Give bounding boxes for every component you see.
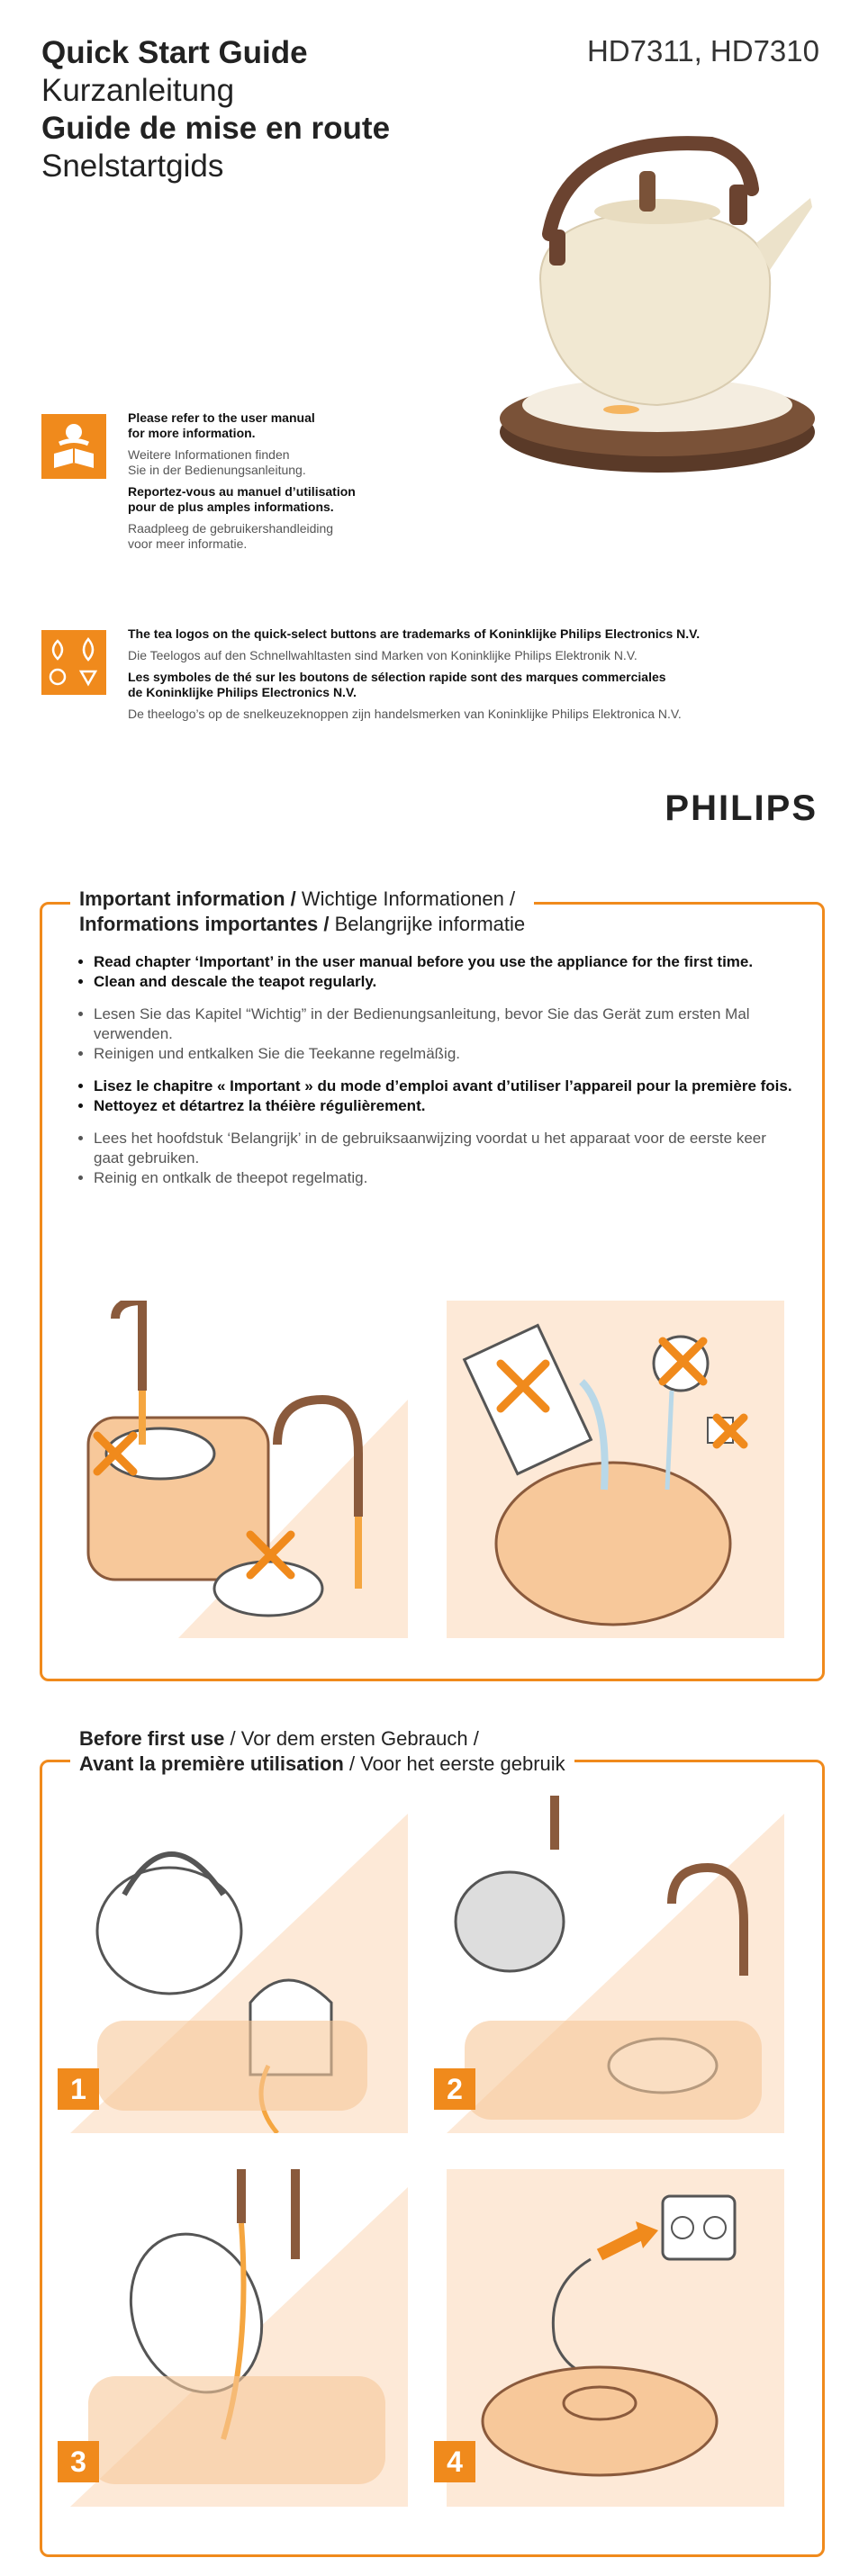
- read-manual-icon: [41, 414, 106, 479]
- no-immerse-illustration: [70, 1301, 408, 1638]
- step-4-number: 4: [434, 2441, 475, 2482]
- bullets-nl: • Lees het hoofdstuk ‘Belangrijk’ in de gebruiksaanwijzing voordat u het apparaat voor de eerste keer gaat gebruiken. • Reinig en ontkalk de theepot regelmatig.: [77, 1129, 798, 1188]
- model-number: HD7311, HD7310: [586, 34, 819, 68]
- bullets-de: • Lesen Sie das Kapitel “Wichtig” in der Bedienungsanleitung, bevor Sie das Gerät zum ersten Mal verwenden. • Reinigen und entkalken Sie die Teekanne regelmäßig.: [77, 1004, 798, 1064]
- kettle-product-image: [459, 135, 819, 495]
- first-use-title: Before first use / Vor dem ersten Gebrauch / Avant la première utilisation / Voor het eerste gebruik: [70, 1726, 574, 1777]
- important-bullets: [77, 952, 798, 1201]
- step-3-number: 3: [58, 2441, 99, 2482]
- step-2-number: 2: [434, 2068, 475, 2110]
- tea-logos-icon: [41, 630, 106, 695]
- water-only-illustration: [447, 1301, 784, 1638]
- step-4-illustration: [447, 2169, 784, 2507]
- title-block: [41, 34, 390, 185]
- philips-logo: PHILIPS: [665, 788, 818, 828]
- title-nl: Snelstartgids: [41, 149, 224, 184]
- title-de: Kurzanleitung: [41, 73, 235, 108]
- important-title: Important information / Wichtige Informationen / Informations importantes / Belangrijke informatie: [70, 887, 534, 937]
- title-en: Quick Start Guide: [41, 35, 308, 70]
- step-2-illustration: [447, 1796, 784, 2133]
- bullets-fr: • Lisez le chapitre « Important » du mode d’emploi avant d’utiliser l’appareil pour la première fois. • Nettoyez et détartrez la théière régulièrement.: [77, 1076, 798, 1116]
- step-1-illustration: [70, 1796, 408, 2133]
- title-fr: Guide de mise en route: [41, 111, 391, 146]
- manual-note: Please refer to the user manual for more information. Weitere Informationen finden Sie in der Bedienungsanleitung. Reportez-vous au manuel d’utilisation pour de plus amples informations. Raadpleeg de gebruikershandleiding voor meer informatie.: [128, 410, 356, 551]
- step-3-illustration: [70, 2169, 408, 2507]
- step-1-number: 1: [58, 2068, 99, 2110]
- bullets-en: • Read chapter ‘Important’ in the user manual before you use the appliance for the first time. • Clean and descale the teapot regularly.: [77, 952, 798, 992]
- trademark-note: The tea logos on the quick-select buttons are trademarks of Koninklijke Philips Electronics N.V. Die Teelogos auf den Schnellwahltasten sind Marken von Koninklijke Philips Elektronik N.V. Les symboles de thé sur les boutons de sélection rapide sont des marques commerciales de Koninklijke Philips Electronics N.V. De theelogo’s op de snelkeuzeknoppen zijn handelsmerken van Koninklijke Philips Elektronica N.V.: [128, 626, 701, 721]
